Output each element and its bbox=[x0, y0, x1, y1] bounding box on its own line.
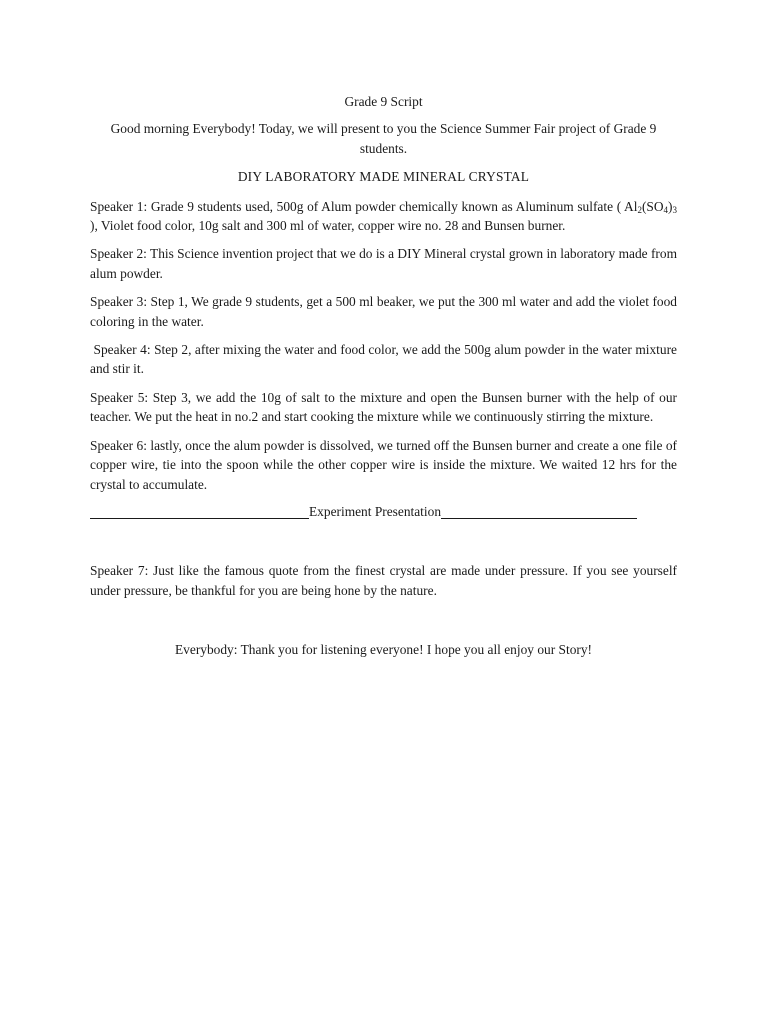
speaker-1-text-b: (SO bbox=[641, 198, 664, 214]
document-page bbox=[90, 92, 681, 660]
speaker-1-text-a: Speaker 1: Grade 9 students used, 500g of Alum powder chemically known as Aluminum sulfate ( Al bbox=[90, 198, 638, 214]
speaker-1-text-c: ) bbox=[668, 198, 673, 214]
divider-rule-left bbox=[90, 517, 309, 519]
speaker-7-paragraph: Speaker 7: Just like the famous quote from the finest crystal are made under pressure. If you see yourself under pressure, be thankful for you are being hone by the nature. bbox=[90, 563, 677, 598]
speaker-6-paragraph: Speaker 6: lastly, once the alum powder is dissolved, we turned off the Bunsen burner and create a one file of copper wire, tie into the spoon while the other copper wire is inside the mixture. We waited 12 hrs for the crystal to accumulate. bbox=[90, 437, 677, 492]
subscript-3: 3 bbox=[672, 204, 677, 215]
speaker-1-paragraph bbox=[90, 197, 677, 236]
speaker-5-paragraph: Speaker 5: Step 3, we add the 10g of salt to the mixture and open the Bunsen burner with the help of our teacher. We put the heat in no.2 and start cooking the mixture while we continuously stirring the mixture. bbox=[90, 389, 677, 425]
speaker-4-paragraph: Speaker 4: Step 2, after mixing the water and food color, we add the 500g alum powder in the water mixture and stir it. bbox=[90, 342, 681, 377]
closing-line: Everybody: Thank you for listening everyone! I hope you all enjoy our Story! bbox=[175, 642, 592, 658]
subscript-2: 2 bbox=[637, 204, 642, 215]
subscript-4: 4 bbox=[663, 204, 669, 215]
speaker-2-paragraph: Speaker 2: This Science invention project that we do is a DIY Mineral crystal grown in laboratory made from alum powder. bbox=[90, 246, 677, 281]
project-title: DIY LABORATORY MADE MINERAL CRYSTAL bbox=[237, 169, 530, 185]
speaker-3-paragraph: Speaker 3: Step 1, We grade 9 students, get a 500 ml beaker, we put the 300 ml water and add the violet food coloring in the water. bbox=[90, 294, 677, 329]
intro-paragraph: Good morning Everybody! Today, we will present to you the Science Summer Fair project of Grade 9 students. bbox=[110, 121, 657, 156]
experiment-divider bbox=[90, 502, 677, 521]
script-title: Grade 9 Script bbox=[344, 94, 423, 109]
divider-label: Experiment Presentation bbox=[309, 503, 442, 519]
speaker-1-text-d: ), Violet food color, 10g salt and 300 ml of water, copper wire no. 28 and Bunsen burner. bbox=[90, 218, 566, 234]
divider-rule-right bbox=[441, 517, 637, 519]
